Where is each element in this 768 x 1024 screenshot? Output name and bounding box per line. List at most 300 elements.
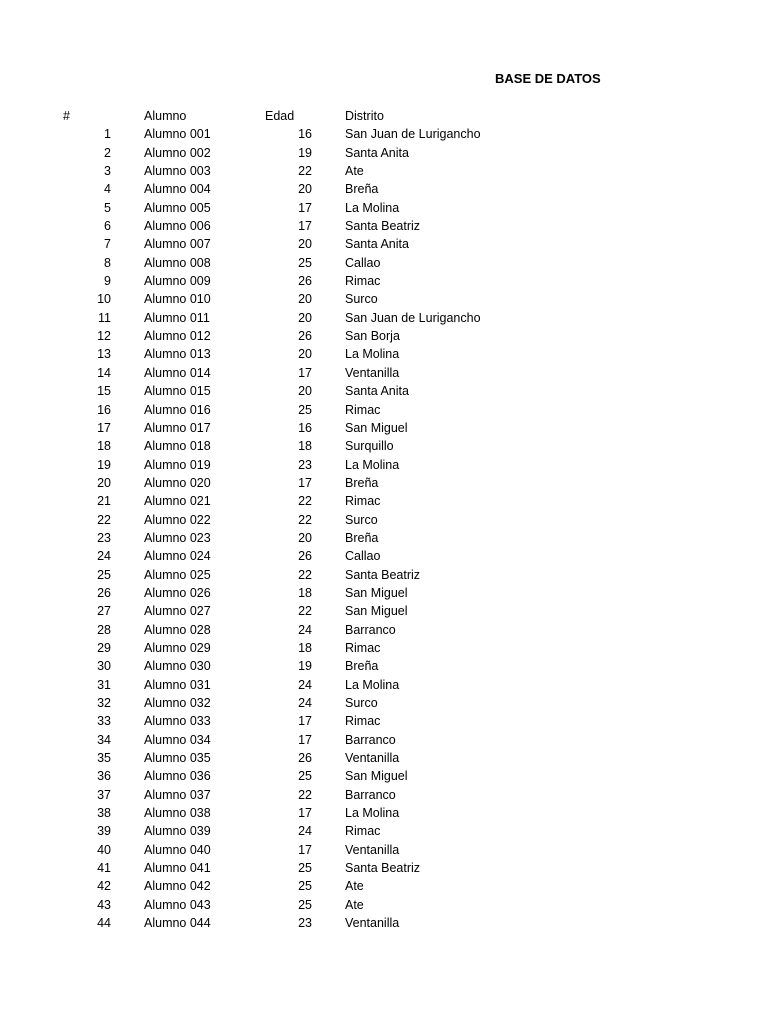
- cell-alumno: Alumno 011: [144, 310, 210, 325]
- cell-distrito: Rimac: [345, 640, 381, 655]
- cell-distrito: Ventanilla: [345, 842, 400, 857]
- cell-distrito: Breña: [345, 182, 379, 197]
- cell-gap: [312, 841, 345, 859]
- cell-gap: [111, 584, 144, 602]
- cell-edad: 24: [298, 824, 312, 839]
- cell-num: 18: [97, 439, 111, 454]
- table-row: [63, 456, 525, 474]
- cell-gap: [312, 877, 345, 895]
- cell-distrito: Ate: [345, 897, 364, 912]
- cell-edad: 25: [298, 879, 312, 894]
- cell-gap: [111, 144, 144, 162]
- table-row: [63, 162, 525, 180]
- cell-distrito: Callao: [345, 255, 381, 270]
- cell-num: 13: [97, 347, 111, 362]
- cell-num: 20: [97, 475, 111, 490]
- cell-distrito: Barranco: [345, 622, 396, 637]
- cell-gap: [312, 657, 345, 675]
- cell-edad: 17: [298, 714, 312, 729]
- cell-gap: [312, 547, 345, 565]
- cell-gap: [312, 712, 345, 730]
- cell-gap: [312, 272, 345, 290]
- cell-gap: [312, 309, 345, 327]
- cell-gap: [312, 217, 345, 235]
- cell-edad: 20: [298, 182, 312, 197]
- cell-distrito: San Miguel: [345, 585, 408, 600]
- table-row: [63, 180, 525, 198]
- cell-distrito: San Borja: [345, 329, 400, 344]
- cell-distrito: Rimac: [345, 714, 381, 729]
- cell-edad: 22: [298, 164, 312, 179]
- table-row: [63, 235, 525, 253]
- cell-num: 5: [104, 200, 111, 215]
- cell-distrito: Santa Anita: [345, 145, 409, 160]
- cell-alumno: Alumno 002: [144, 145, 211, 160]
- cell-num: 6: [104, 219, 111, 234]
- cell-alumno: Alumno 025: [144, 567, 211, 582]
- cell-gap: [312, 492, 345, 510]
- cell-distrito: San Miguel: [345, 604, 408, 619]
- cell-alumno: Alumno 039: [144, 824, 211, 839]
- cell-distrito: Breña: [345, 475, 379, 490]
- cell-gap: [111, 712, 144, 730]
- cell-gap: [111, 511, 144, 529]
- cell-num: 28: [97, 622, 111, 637]
- cell-distrito: Rimac: [345, 494, 381, 509]
- table-row: [63, 125, 525, 143]
- cell-edad: 22: [298, 512, 312, 527]
- sheet-title-clip: [495, 70, 601, 88]
- table-row: [63, 602, 525, 620]
- table-row: [63, 896, 525, 914]
- cell-gap: [312, 786, 345, 804]
- cell-alumno: Alumno 009: [144, 274, 211, 289]
- table-row: [63, 694, 525, 712]
- cell-gap: [312, 749, 345, 767]
- cell-edad: 22: [298, 494, 312, 509]
- cell-num: 24: [97, 549, 111, 564]
- cell-edad: 24: [298, 677, 312, 692]
- cell-num: 2: [104, 145, 111, 160]
- cell-alumno: Alumno 010: [144, 292, 211, 307]
- cell-edad: 26: [298, 549, 312, 564]
- table-row: [63, 657, 525, 675]
- cell-edad: 25: [298, 255, 312, 270]
- cell-gap: [111, 235, 144, 253]
- cell-gap: [312, 621, 345, 639]
- table-row: [63, 529, 525, 547]
- table-row: [63, 547, 525, 565]
- cell-gap: [111, 767, 144, 785]
- cell-gap: [312, 327, 345, 345]
- cell-distrito: Rimac: [345, 274, 381, 289]
- cell-num: 23: [97, 530, 111, 545]
- cell-num: 44: [97, 916, 111, 931]
- cell-gap: [312, 767, 345, 785]
- cell-gap: [111, 162, 144, 180]
- cell-gap: [312, 566, 345, 584]
- cell-gap: [111, 272, 144, 290]
- cell-num: 19: [97, 457, 111, 472]
- table-row: [63, 877, 525, 895]
- table-row: [63, 566, 525, 584]
- cell-num: 37: [97, 787, 111, 802]
- cell-distrito: Breña: [345, 530, 379, 545]
- cell-distrito: San Juan de Lurigancho: [345, 310, 481, 325]
- cell-num: 4: [104, 182, 111, 197]
- cell-gap: [111, 694, 144, 712]
- cell-distrito: Santa Beatriz: [345, 567, 421, 582]
- cell-gap: [111, 419, 144, 437]
- cell-alumno: Alumno 042: [144, 879, 211, 894]
- cell-gap: [312, 456, 345, 474]
- cell-distrito: San Miguel: [345, 769, 408, 784]
- table-row: [63, 492, 525, 510]
- cell-distrito: San Miguel: [345, 420, 408, 435]
- cell-distrito: Surquillo: [345, 439, 394, 454]
- table-row: [63, 290, 525, 308]
- cell-gap: [111, 731, 144, 749]
- cell-gap: [312, 125, 345, 143]
- cell-alumno: Alumno 026: [144, 585, 211, 600]
- cell-gap: [312, 364, 345, 382]
- table-row: [63, 272, 525, 290]
- cell-alumno: Alumno 033: [144, 714, 211, 729]
- cell-num: 15: [97, 384, 111, 399]
- cell-distrito: Callao: [345, 549, 381, 564]
- cell-edad: 25: [298, 402, 312, 417]
- cell-edad: 26: [298, 274, 312, 289]
- table-row: [63, 437, 525, 455]
- cell-gap: [312, 401, 345, 419]
- cell-num: 12: [97, 329, 111, 344]
- table-row: [63, 639, 525, 657]
- table-row: [63, 786, 525, 804]
- cell-alumno: Alumno 028: [144, 622, 211, 637]
- table-row: [63, 767, 525, 785]
- cell-gap: [312, 382, 345, 400]
- cell-edad: 19: [298, 145, 312, 160]
- cell-gap: [312, 822, 345, 840]
- cell-num: 43: [97, 897, 111, 912]
- cell-num: 26: [97, 585, 111, 600]
- table-row: [63, 474, 525, 492]
- table-row: [63, 676, 525, 694]
- cell-edad: 16: [298, 420, 312, 435]
- cell-alumno: Alumno 032: [144, 696, 211, 710]
- table-body: [63, 125, 525, 932]
- cell-num: 27: [97, 604, 111, 619]
- cell-alumno: Alumno 034: [144, 732, 211, 747]
- cell-edad: 16: [298, 127, 312, 142]
- cell-gap: [111, 676, 144, 694]
- cell-gap: [312, 199, 345, 217]
- cell-gap: [312, 290, 345, 308]
- cell-alumno: Alumno 029: [144, 640, 211, 655]
- cell-edad: 19: [298, 659, 312, 674]
- cell-alumno: Alumno 023: [144, 530, 211, 545]
- cell-edad: 23: [298, 457, 312, 472]
- cell-alumno: Alumno 038: [144, 806, 211, 821]
- table-row: [63, 859, 525, 877]
- cell-gap: [111, 749, 144, 767]
- cell-num: 40: [97, 842, 111, 857]
- cell-edad: 18: [298, 640, 312, 655]
- cell-gap: [312, 511, 345, 529]
- cell-edad: 20: [298, 237, 312, 252]
- table-row: [63, 731, 525, 749]
- cell-distrito: Santa Beatriz: [345, 219, 421, 234]
- cell-distrito: Ventanilla: [345, 916, 400, 931]
- table-row: [63, 419, 525, 437]
- cell-edad: 17: [298, 475, 312, 490]
- cell-alumno: Alumno 014: [144, 365, 211, 380]
- header-num: #: [63, 109, 70, 123]
- cell-gap: [111, 382, 144, 400]
- cell-gap: [312, 162, 345, 180]
- cell-alumno: Alumno 006: [144, 219, 211, 234]
- cell-num: 8: [104, 255, 111, 270]
- cell-alumno: Alumno 037: [144, 787, 211, 802]
- cell-gap: [111, 804, 144, 822]
- cell-gap: [111, 345, 144, 363]
- cell-num: 11: [98, 310, 111, 325]
- cell-num: 33: [97, 714, 111, 729]
- cell-num: 9: [104, 274, 111, 289]
- cell-alumno: Alumno 041: [144, 861, 211, 876]
- cell-edad: 17: [298, 842, 312, 857]
- cell-alumno: Alumno 008: [144, 255, 211, 270]
- table-row: [63, 511, 525, 529]
- cell-alumno: Alumno 007: [144, 237, 211, 252]
- cell-edad: 17: [298, 219, 312, 234]
- table-row: [63, 584, 525, 602]
- cell-edad: 20: [298, 530, 312, 545]
- cell-distrito: Santa Anita: [345, 384, 409, 399]
- cell-num: 14: [97, 365, 111, 380]
- cell-distrito: La Molina: [345, 457, 400, 472]
- cell-num: 16: [97, 402, 111, 417]
- cell-num: 32: [97, 696, 111, 710]
- table-row: [63, 199, 525, 217]
- cell-alumno: Alumno 035: [144, 751, 211, 766]
- cell-num: 7: [104, 237, 111, 252]
- cell-distrito: La Molina: [345, 806, 400, 821]
- cell-edad: 22: [298, 604, 312, 619]
- cell-alumno: Alumno 021: [144, 494, 211, 509]
- cell-alumno: Alumno 001: [144, 127, 211, 142]
- cell-distrito: La Molina: [345, 347, 400, 362]
- table-row: [63, 749, 525, 767]
- cell-edad: 20: [298, 347, 312, 362]
- cell-edad: 22: [298, 567, 312, 582]
- cell-edad: 25: [298, 897, 312, 912]
- cell-distrito: Santa Beatriz: [345, 861, 421, 876]
- cell-gap: [312, 914, 345, 932]
- table-row: [63, 841, 525, 859]
- table-row: [63, 327, 525, 345]
- cell-gap: [111, 602, 144, 620]
- cell-distrito: La Molina: [345, 677, 400, 692]
- cell-alumno: Alumno 004: [144, 182, 211, 197]
- cell-gap: [111, 364, 144, 382]
- cell-distrito: Breña: [345, 659, 379, 674]
- cell-alumno: Alumno 003: [144, 164, 211, 179]
- cell-edad: 17: [298, 365, 312, 380]
- cell-gap: [312, 731, 345, 749]
- student-table: [63, 107, 525, 932]
- cell-gap: [312, 474, 345, 492]
- cell-alumno: Alumno 013: [144, 347, 211, 362]
- cell-distrito: Surco: [345, 512, 378, 527]
- cell-edad: 24: [298, 696, 312, 710]
- cell-gap: [111, 896, 144, 914]
- header-gap: [312, 107, 345, 125]
- cell-gap: [111, 822, 144, 840]
- cell-edad: 25: [298, 769, 312, 784]
- cell-gap: [312, 419, 345, 437]
- cell-gap: [111, 180, 144, 198]
- cell-gap: [111, 327, 144, 345]
- cell-alumno: Alumno 018: [144, 439, 211, 454]
- cell-distrito: Surco: [345, 696, 378, 710]
- cell-alumno: Alumno 020: [144, 475, 211, 490]
- cell-num: 34: [97, 732, 111, 747]
- cell-gap: [111, 877, 144, 895]
- cell-gap: [312, 437, 345, 455]
- cell-gap: [312, 529, 345, 547]
- cell-gap: [111, 217, 144, 235]
- cell-gap: [111, 529, 144, 547]
- cell-num: 21: [97, 494, 111, 509]
- cell-alumno: Alumno 019: [144, 457, 211, 472]
- cell-distrito: Ate: [345, 164, 364, 179]
- cell-gap: [111, 786, 144, 804]
- cell-alumno: Alumno 016: [144, 402, 211, 417]
- header-edad: Edad: [265, 109, 295, 123]
- header-distrito: Distrito: [345, 109, 384, 123]
- cell-edad: 24: [298, 622, 312, 637]
- cell-gap: [111, 456, 144, 474]
- header-alumno: Alumno: [144, 109, 187, 123]
- cell-num: 25: [97, 567, 111, 582]
- cell-gap: [312, 694, 345, 712]
- cell-gap: [111, 547, 144, 565]
- cell-num: 31: [97, 677, 111, 692]
- cell-gap: [312, 235, 345, 253]
- sheet-title: BASE DE DATOS: [495, 71, 601, 86]
- cell-distrito: Barranco: [345, 732, 396, 747]
- cell-distrito: San Juan de Lurigancho: [345, 127, 481, 142]
- cell-gap: [111, 290, 144, 308]
- cell-edad: 18: [298, 585, 312, 600]
- cell-gap: [312, 859, 345, 877]
- cell-distrito: Rimac: [345, 824, 381, 839]
- cell-gap: [312, 345, 345, 363]
- header-row: [63, 107, 525, 125]
- cell-edad: 25: [298, 861, 312, 876]
- table-row: [63, 144, 525, 162]
- cell-gap: [312, 639, 345, 657]
- table-row: [63, 401, 525, 419]
- cell-edad: 17: [298, 732, 312, 747]
- cell-alumno: Alumno 040: [144, 842, 211, 857]
- table-row: [63, 822, 525, 840]
- cell-alumno: Alumno 027: [144, 604, 211, 619]
- cell-gap: [312, 896, 345, 914]
- cell-alumno: Alumno 015: [144, 384, 211, 399]
- cell-num: 35: [97, 751, 111, 766]
- cell-gap: [312, 180, 345, 198]
- cell-gap: [111, 492, 144, 510]
- table-row: [63, 382, 525, 400]
- cell-edad: 20: [298, 292, 312, 307]
- cell-num: 29: [97, 640, 111, 655]
- cell-gap: [312, 254, 345, 272]
- cell-alumno: Alumno 012: [144, 329, 211, 344]
- cell-num: 41: [97, 861, 111, 876]
- cell-num: 38: [97, 806, 111, 821]
- table-row: [63, 804, 525, 822]
- cell-num: 3: [104, 164, 111, 179]
- cell-alumno: Alumno 022: [144, 512, 211, 527]
- cell-gap: [111, 401, 144, 419]
- table-row: [63, 712, 525, 730]
- table-row: [63, 364, 525, 382]
- cell-alumno: Alumno 031: [144, 677, 211, 692]
- cell-num: 39: [97, 824, 111, 839]
- cell-gap: [312, 602, 345, 620]
- cell-gap: [111, 859, 144, 877]
- cell-num: 1: [104, 127, 111, 142]
- cell-alumno: Alumno 017: [144, 420, 211, 435]
- cell-distrito: Ate: [345, 879, 364, 894]
- cell-edad: 23: [298, 916, 312, 931]
- cell-distrito: Surco: [345, 292, 378, 307]
- cell-gap: [111, 474, 144, 492]
- cell-gap: [312, 144, 345, 162]
- table-row: [63, 309, 525, 327]
- header-gap: [111, 107, 144, 125]
- cell-num: 22: [97, 512, 111, 527]
- cell-gap: [111, 914, 144, 932]
- cell-distrito: Ventanilla: [345, 365, 400, 380]
- table-row: [63, 254, 525, 272]
- cell-edad: 17: [298, 200, 312, 215]
- cell-alumno: Alumno 024: [144, 549, 211, 564]
- cell-alumno: Alumno 005: [144, 200, 211, 215]
- cell-gap: [111, 841, 144, 859]
- cell-alumno: Alumno 036: [144, 769, 211, 784]
- cell-num: 30: [97, 659, 111, 674]
- cell-alumno: Alumno 043: [144, 897, 211, 912]
- cell-gap: [312, 584, 345, 602]
- cell-edad: 20: [298, 310, 312, 325]
- cell-gap: [111, 309, 144, 327]
- cell-edad: 26: [298, 751, 312, 766]
- cell-gap: [111, 437, 144, 455]
- cell-gap: [312, 676, 345, 694]
- cell-gap: [111, 566, 144, 584]
- cell-gap: [312, 804, 345, 822]
- cell-gap: [111, 657, 144, 675]
- cell-edad: 20: [298, 384, 312, 399]
- cell-edad: 17: [298, 806, 312, 821]
- cell-distrito: Barranco: [345, 787, 396, 802]
- cell-num: 17: [97, 420, 111, 435]
- cell-gap: [111, 621, 144, 639]
- table-row: [63, 621, 525, 639]
